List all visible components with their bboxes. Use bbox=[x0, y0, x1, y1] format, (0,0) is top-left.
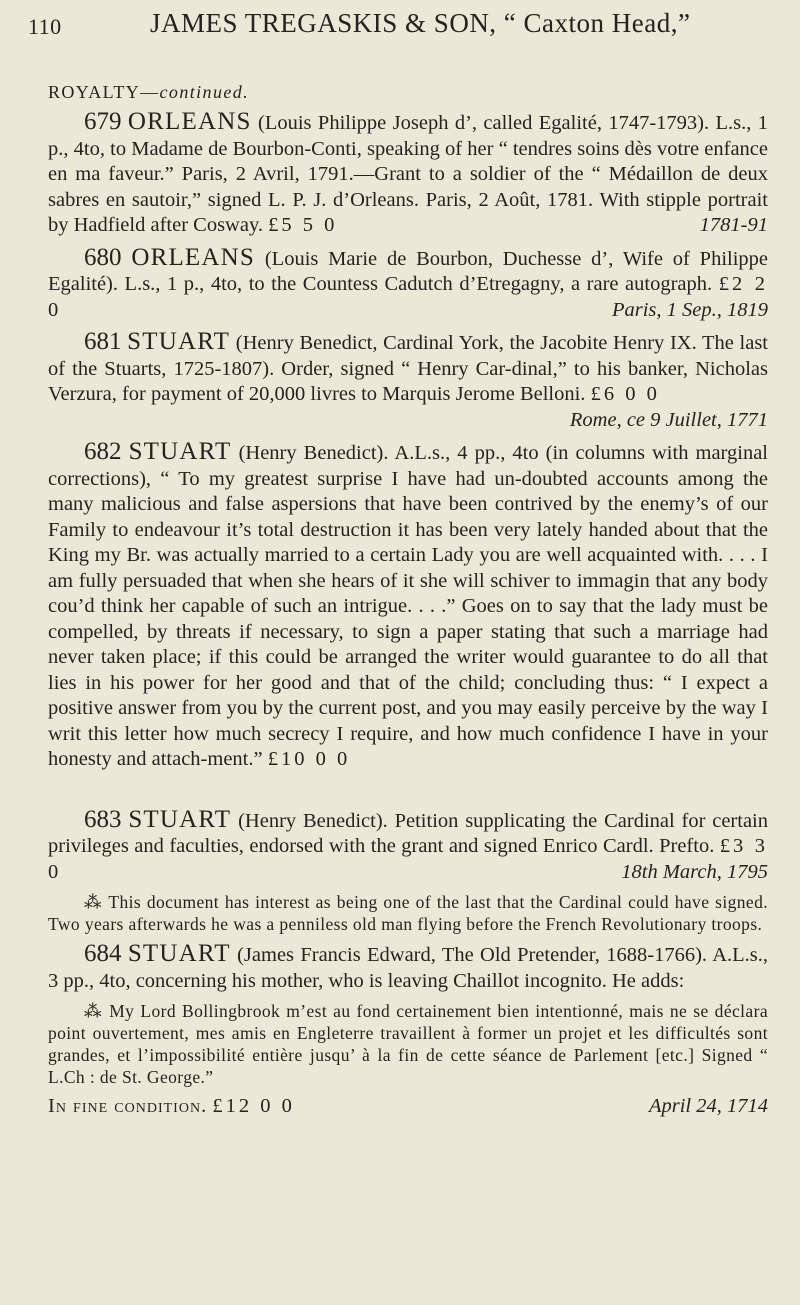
entry-date: 18th March, 1795 bbox=[621, 860, 768, 883]
catalogue-entry-683 bbox=[48, 807, 768, 886]
page-number: 110 bbox=[28, 14, 62, 39]
entry-date: 1781-91 bbox=[699, 214, 768, 236]
entry-date: Rome, ce 9 Juillet, 1771 bbox=[569, 408, 768, 431]
entry-body: (James Francis Edward, The Old Pretender, 1688-1766). A.L.s., 3 pp., 4to, concerning his mother, who is leaving Chaillot incognito. He adds: bbox=[48, 944, 769, 992]
entry-note-683: ⁂ This document has interest as being one of the last that the Cardinal could have signed. Two years afterwards he was a penniless old man flying before the French Revolutionary troops. bbox=[48, 892, 768, 934]
entry-date: Paris, 1 Sep., 1819 bbox=[611, 298, 768, 321]
lot-number: 681 bbox=[84, 328, 122, 355]
catalogue-entry-684 bbox=[48, 941, 768, 994]
entry-name: STUART bbox=[127, 328, 231, 355]
page-header bbox=[28, 6, 780, 46]
entry-name: ORLEANS bbox=[131, 243, 256, 271]
entry-price: £3 3 0 bbox=[48, 835, 769, 883]
entry-name: ORLEANS bbox=[127, 108, 252, 135]
lot-number: 680 bbox=[84, 243, 122, 271]
catalogue-entry-682 bbox=[48, 439, 768, 773]
lot-number: 679 bbox=[84, 108, 122, 135]
entry-closing-684 bbox=[48, 1094, 768, 1120]
catalogue-entry-681 bbox=[48, 329, 768, 433]
section-continued: continued. bbox=[159, 82, 250, 102]
lot-number: 683 bbox=[84, 805, 122, 833]
entry-name: STUART bbox=[128, 805, 232, 833]
entry-note-684: ⁂ My Lord Bollingbrook m’est au fond certainement bien intentionné, mais ne se déclara point ouvertement, mes amis en Engleterre travaillent à former un projet et les difficultés sont grandes, et l’impossibilité entière jusqu’ à la fin de cette séance de Parlement [etc.] Signed “ L.Ch : de St. George.” bbox=[48, 1001, 768, 1087]
lot-number: 684 bbox=[84, 940, 122, 967]
section-label: ROYALTY— bbox=[48, 82, 160, 102]
section-heading bbox=[48, 82, 768, 103]
entry-price: £5 5 0 bbox=[268, 214, 338, 236]
condition-note: In fine condition. bbox=[48, 1095, 208, 1117]
entry-price: £2 2 0 bbox=[48, 273, 768, 321]
entry-body: (Henry Benedict). A.L.s., 4 pp., 4to (in columns with marginal corrections), “ To my greatest surprise I have had un-doubted accounts among the many malicious and false aspersions that have been contrived by the enemy’s of our Family to endeavour it’s total destruction it has been very lately handed about that the King my Br. was actually married to a certain Lady you are well acquainted with. . . . I am fully persuaded that when she hears of it she will schiver to immagin that any body cou’d think her capable of such an intrigue. . . .” Goes on to say that the lady must be compelled, by threats if necessary, to sign a paper stating that such a marriage had never taken place; if this could be arranged the writer would guarantee to do all that lies in his power for her good and that of the child; concluding thus: “ I expect a positive answer from you by the current post, and you may easily perceive by the way I writ this letter how much secrecy I require, and how much confidence I have in your honesty and attach-ment.” bbox=[48, 442, 769, 770]
entry-name: STUART bbox=[128, 438, 232, 465]
lot-number: 682 bbox=[84, 438, 122, 465]
entry-date: April 24, 1714 bbox=[648, 1095, 768, 1117]
catalogue-content bbox=[48, 82, 768, 1126]
entry-name: STUART bbox=[127, 940, 231, 967]
entry-body: (Louis Marie de Bourbon, Duchesse d’, Wife of Philippe Egalité). L.s., 1 p., 4to, to the Countess Cadutch d’Etregagny, a rare autograph. bbox=[48, 247, 769, 295]
entry-price: £10 0 0 bbox=[267, 748, 351, 770]
entry-price: £6 0 0 bbox=[590, 383, 660, 405]
entry-body: (Henry Benedict, Cardinal York, the Jacobite Henry IX. The last of the Stuarts, 1725-1807). Order, signed “ Henry Car-dinal,” to his banker, Nicholas Verzura, for payment of 20,000 livres to Marquis Jerome Belloni. bbox=[48, 332, 769, 405]
running-head: JAMES TREGASKIS & SON, “ Caxton Head,” bbox=[150, 8, 691, 38]
entry-price: £12 0 0 bbox=[212, 1095, 295, 1117]
catalogue-entry-679 bbox=[48, 109, 768, 239]
entry-body: (Henry Benedict). Petition supplicating the Cardinal for certain privileges and faculties, endorsed with the grant and signed Enrico Cardl. Prefto. bbox=[48, 809, 769, 857]
entry-body: (Louis Philippe Joseph d’, called Egalité, 1747-1793). L.s., 1 p., 4to, to Madame de Bourbon-Conti, speaking of her “ tendres soins dès votre enfance en ma faveur.” Paris, 2 Avril, 1791.—Grant to a soldier of the “ Médaillon de deux sabres en sautoir,” signed L. P. J. d’Orleans. Paris, 2 Août, 1781. With stipple portrait by Hadfield after Cosway. bbox=[48, 112, 769, 236]
catalogue-entry-680 bbox=[48, 245, 768, 324]
